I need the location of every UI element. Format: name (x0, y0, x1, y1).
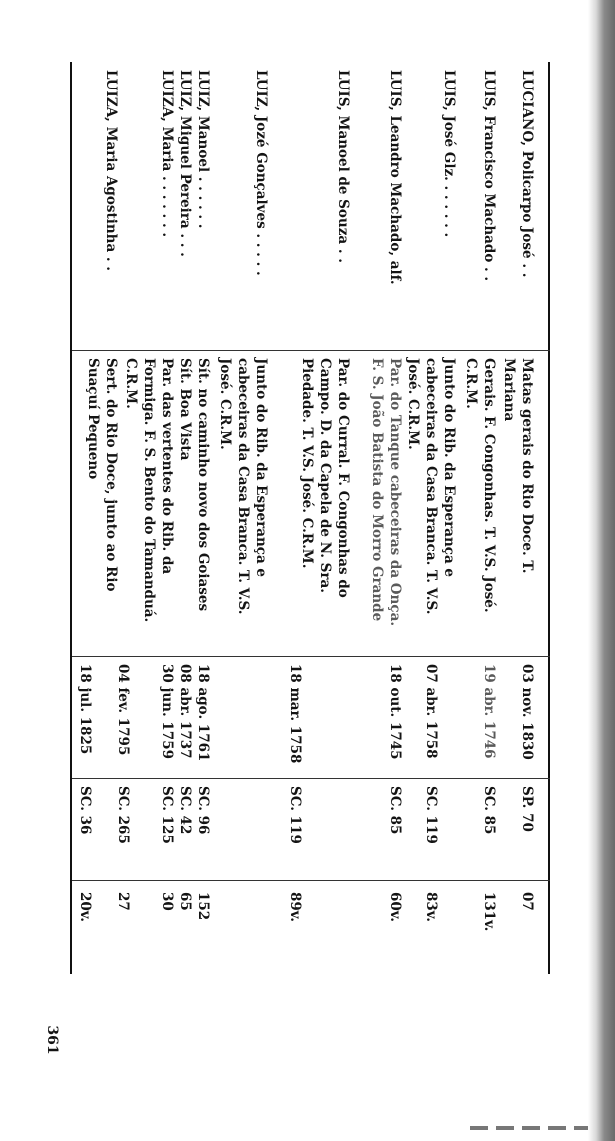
date-cell: 19 abr. 1746 (481, 664, 497, 759)
name-cell: LUIS, Leandro Machado, alf. (387, 70, 403, 285)
name-cell: LUIS, Francisco Machado . . (481, 70, 497, 282)
date-cell: 30 jun. 1759 (159, 664, 175, 759)
date-cell: 07 abr. 1758 (423, 664, 439, 759)
column-divider-ref (70, 880, 550, 881)
register-table (70, 62, 550, 974)
ref-cell: SC. 96 (195, 786, 211, 835)
location-cell: Sít. Boa Vista (177, 358, 193, 461)
folio-cell: 30 (159, 892, 175, 911)
ref-cell: SC. 85 (481, 786, 497, 835)
folio-cell: 60v. (387, 892, 403, 922)
date-cell: 04 fev. 1795 (115, 664, 131, 756)
page-edge-shadow (588, 0, 615, 1141)
table-bottom-rule (70, 62, 72, 974)
date-cell: 18 ago. 1761 (195, 664, 211, 762)
location-cell: Junto do Rib. da Esperança e cabeceiras da Casa Branca. T. V.S. José. C.R.M. (217, 358, 269, 615)
name-cell: LUIZ, Manoel . . . . . . (195, 70, 211, 229)
column-divider-name (70, 350, 550, 351)
folio-cell: 20v. (77, 892, 93, 922)
folio-cell: 65 (177, 892, 193, 911)
ref-cell: SC. 85 (387, 786, 403, 835)
date-cell: 03 nov. 1830 (519, 664, 535, 760)
location-cell: Par. do Tanque cabeceiras da Onça. F. S. João Batista do Morro Grande (369, 358, 403, 627)
folio-cell: 83v. (423, 892, 439, 922)
location-cell: Gerais. F. Congonhas. T. V.S. José. C.R.M. (463, 358, 497, 613)
location-cell: Matas gerais do Rio Doce. T. Mariana (501, 358, 535, 574)
name-cell: LUIZA, Maria Agostinha . . (103, 70, 119, 272)
folio-cell: 152 (195, 892, 211, 921)
column-divider-date (70, 778, 550, 779)
date-cell: 18 mar. 1758 (287, 664, 303, 764)
folio-cell: 89v. (287, 892, 303, 922)
folio-cell: 27 (115, 892, 131, 911)
location-cell: Sert. do Rio Doce, junto ao Rio Suaçuí Pequeno (85, 358, 119, 592)
name-cell: LUIZ, Jozé Gonçalves . . . . . (253, 70, 269, 276)
ref-cell: SC. 125 (159, 786, 175, 844)
location-cell: Par. das vertentes do Rib. da Formiga. F. S. Bento do Tamanduá. C.R.M. (123, 358, 175, 623)
location-cell: Par. do Curral. F. Congonhas do Campo. D. da Capela de N. Sra. Piedade. T. V.S. José. C.R.M. (299, 358, 351, 598)
ref-cell: SP. 70 (519, 786, 535, 832)
date-cell: 18 jul. 1825 (77, 664, 93, 755)
ref-cell: SC. 119 (287, 786, 303, 844)
folio-cell: 07 (519, 892, 535, 911)
date-cell: 08 abr. 1737 (177, 664, 193, 759)
location-cell: Junto do Rib. da Esperança e cabeceiras da Casa Branca. T. V.S. José. C.R.M. (405, 358, 457, 615)
ref-cell: SC. 42 (177, 786, 193, 835)
name-cell: LUIZA, Maria . . . . . . . (159, 70, 175, 238)
bottom-edge-marks (470, 1126, 588, 1130)
table-top-rule (548, 62, 550, 974)
name-cell: LUIZ, Miguel Pereira . . . (177, 70, 193, 257)
ref-cell: SC. 119 (423, 786, 439, 844)
name-cell: LUIS, José Glz. . . . . . . (441, 70, 457, 238)
date-cell: 18 out. 1745 (387, 664, 403, 760)
name-cell: LUCIANO, Policarpo José . . (519, 70, 535, 278)
location-cell: Sít. no caminho novo dos Goiases (195, 358, 211, 612)
page-number: 361 (44, 1025, 60, 1055)
folio-cell: 131v. (481, 892, 497, 932)
column-divider-location (70, 656, 550, 657)
name-cell: LUIS, Manoel de Souza . . (335, 70, 351, 263)
ref-cell: SC. 265 (115, 786, 131, 844)
ref-cell: SC. 36 (77, 786, 93, 835)
